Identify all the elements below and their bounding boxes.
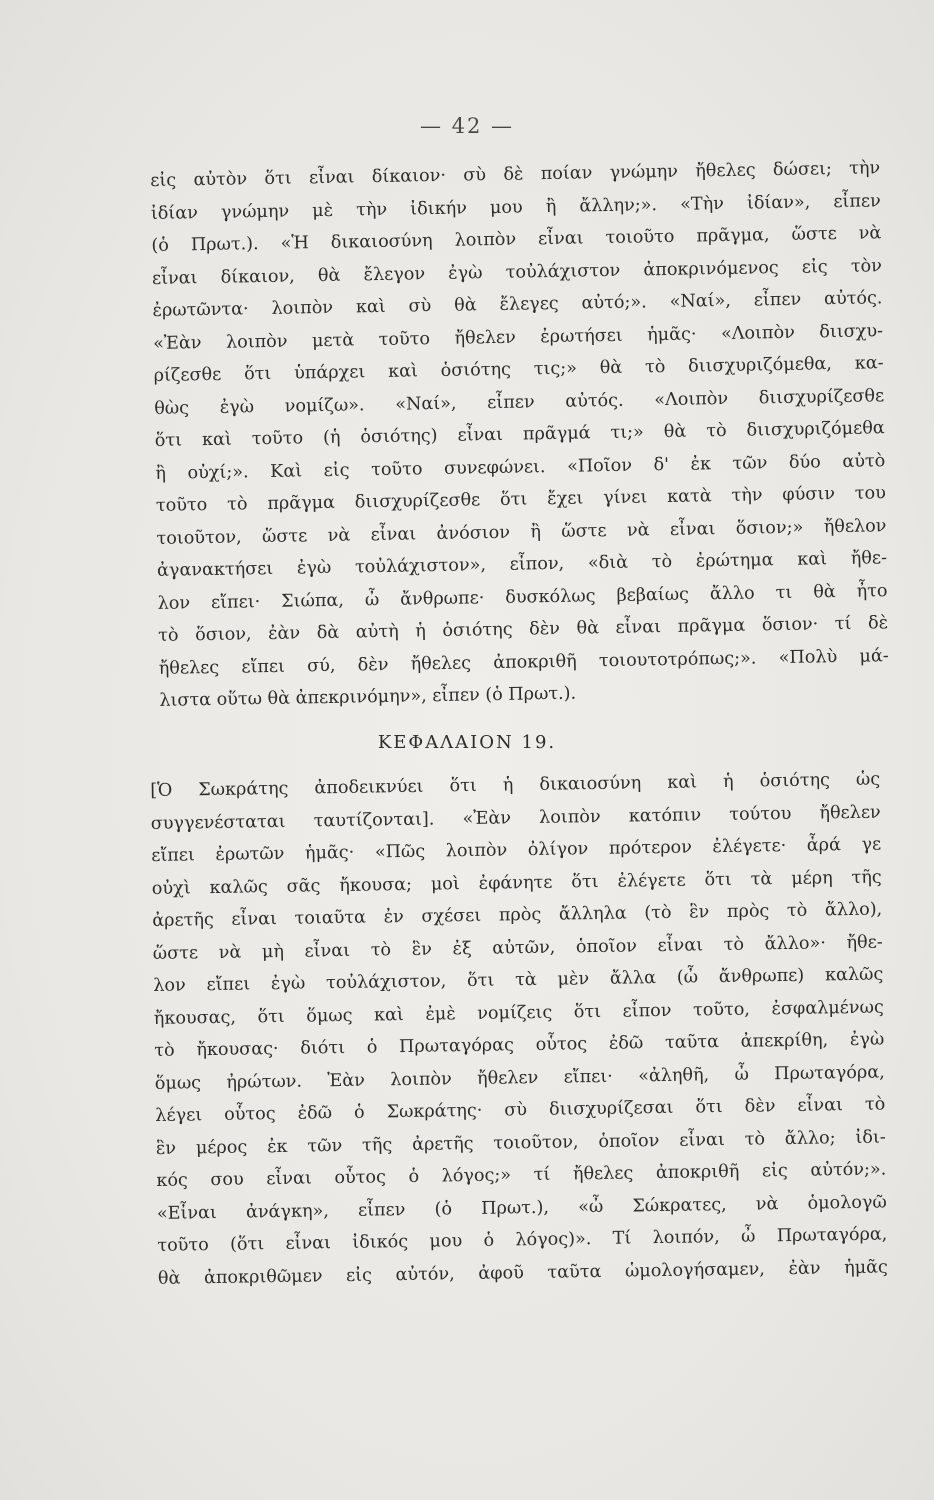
text-line: ἓν μέρος ἐκ τῶν τῆς ἀρετῆς τοιοῦτον, ὁποῖον εἶναι τὸ ἄλλο; ἰδι- xyxy=(155,1126,886,1159)
text-line: τοῦτο (ὅτι εἶναι ἰδικός μου ὁ λόγος)». Τί λοιπόν, ὦ Πρωταγόρα, xyxy=(157,1224,888,1256)
text-line: θὼς ἐγὼ νομίζω». «Ναί», εἶπεν αὐτός. «Λοιπὸν διισχυρίζεσθε xyxy=(154,385,885,419)
text-line: ὅτι καὶ τοῦτο (ἡ ὁσιότης) εἶναι πρᾶγμά τι;» θὰ τὸ διισχυριζόμεθα xyxy=(154,418,885,451)
text-line: τοῦτο τὸ πρᾶγμα διισχυρίζεσθε ὅτι ἔχει γίνει κατὰ τὴν φύσιν του xyxy=(155,483,887,516)
text-line: συγγενέσταται ταυτίζονται]. «Ἐὰν λοιπὸν κατόπιν τούτου ἤθελεν xyxy=(150,802,881,834)
chapter-heading: ΚΕΦΑΛΑΙΟΝ 19. xyxy=(377,732,557,753)
text-line: «Εἶναι ἀνάγκη», εἶπεν (ὁ Πρωτ.), «ὦ Σώκρατες, νὰ ὁμολογῶ xyxy=(156,1191,887,1224)
text-line: (ὁ Πρωτ.). «Ἡ δικαιοσύνη λοιπὸν εἶναι τοιοῦτο πρᾶγμα, ὥστε νὰ xyxy=(151,223,882,256)
text-line: λέγει οὗτος ἐδῶ ὁ Σωκράτης· σὺ διισχυρίζεσαι ὅτι δὲν εἶναι τὸ xyxy=(155,1094,886,1126)
text-line: εἴπει ἐρωτῶν ἡμᾶς· «Πῶς λοιπὸν ὀλίγον πρότερον ἐλέγετε· ἆρά γε xyxy=(151,834,882,866)
text-line: τοιοῦτον, ὥστε νὰ εἶναι ἀνόσιον ἢ ὥστε νὰ εἶναι ὅσιον;» ἤθελον xyxy=(156,515,887,549)
text-line: ἀγανακτήσει ἐγὼ τοὐλάχιστον», εἶπον, «διὰ τὸ ἐρώτημα καὶ ἤθε- xyxy=(156,548,888,581)
text-line: οὐχὶ καλῶς σᾶς ἤκουσα; μοὶ ἐφάνητε ὅτι ἐλέγετε ὅτι τὰ μέρη τῆς xyxy=(151,867,882,899)
text-line: ρίζεσθε ὅτι ὑπάρχει καὶ ὁσιότης τις;» θὰ τὸ διισχυριζόμεθα, κα- xyxy=(153,353,884,386)
text-line: εἰς αὐτὸν ὅτι εἶναι δίκαιον· σὺ δὲ ποίαν γνώμην ἤθελες δώσει; τὴν xyxy=(150,158,881,191)
text-line: εἶναι δίκαιον, θὰ ἔλεγον ἐγὼ τοὐλάχιστον ἀποκρινόμενος εἰς τὸν xyxy=(151,255,883,289)
text-line: ἀρετῆς εἶναι τοιαῦτα ἐν σχέσει πρὸς ἄλληλα (τὸ ἓν πρὸς τὸ ἄλλο), xyxy=(152,899,883,931)
text-line: ἢ οὐχί;». Καὶ εἰς τοῦτο συνεφώνει. «Ποῖον δ' ἐκ τῶν δύο αὐτὸ xyxy=(155,450,886,484)
text-line: ἐρωτῶντα· λοιπὸν καὶ σὺ θὰ ἔλεγες αὐτό;». «Ναί», εἶπεν αὐτός. xyxy=(152,288,883,321)
text-line: κός σου εἶναι οὗτος ὁ λόγος;» τί ἤθελες ἀποκριθῆ εἰς αὐτόν;». xyxy=(156,1159,887,1191)
text-line: τὸ ἤκουσας· διότι ὁ Πρωταγόρας οὗτος ἐδῶ ταῦτα ἀπεκρίθη, ἐγὼ xyxy=(154,1029,885,1061)
text-line: ἤκουσας, ὅτι ὅμως καὶ ἐμὲ νομίζεις ὅτι εἶπον τοῦτο, ἐσφαλμένως xyxy=(153,997,884,1029)
text-line: τὸ ὅσιον, ἐὰν δὰ αὐτὴ ἡ ὁσιότης δὲν θὰ εἶναι πρᾶγμα ὅσιον· τί δὲ xyxy=(158,613,889,646)
text-line: λιστα οὕτω θὰ ἀπεκρινόμην», εἶπεν (ὁ Πρωτ.). xyxy=(159,683,577,711)
text-line: ἤθελες εἴπει σύ, δὲν ἤθελες ἀποκριθῆ τοιουτοτρόπως;». «Πολὺ μά- xyxy=(158,645,889,679)
text-line: ὅμως ἠρώτων. Ἐὰν λοιπὸν ἤθελεν εἴπει· «ἀληθῆ, ὦ Πρωταγόρα, xyxy=(154,1061,885,1094)
paragraph-2 xyxy=(150,764,888,1295)
text-line: λον εἴπει ἐγὼ τοὐλάχιστον, ὅτι τὰ μὲν ἄλλα (ὦ ἄνθρωπε) καλῶς xyxy=(153,964,884,996)
text-line: ὥστε νὰ μὴ εἶναι τὸ ἓν ἐξ αὐτῶν, ὁποῖον εἶναι τὸ ἄλλο»· ἤθε- xyxy=(152,932,883,964)
text-line: [Ὁ Σωκράτης ἀποδεικνύει ὅτι ἡ δικαιοσύνη καὶ ἡ ὁσιότης ὡς xyxy=(150,769,881,801)
text-line: «Ἐὰν λοιπὸν μετὰ τοῦτο ἤθελεν ἐρωτήσει ἡμᾶς· «Λοιπὸν διισχυ- xyxy=(152,320,884,354)
text-line: λον εἴπει· Σιώπα, ὦ ἄνθρωπε· δυσκόλως βεβαίως ἄλλο τι θὰ ἦτο xyxy=(157,580,888,614)
paragraph-1 xyxy=(150,152,890,717)
text-line: ἰδίαν γνώμην μὲ τὴν ἰδικήν μου ἢ ἄλλην;». «Τὴν ἰδίαν», εἶπεν xyxy=(150,190,881,224)
page-number: — 42 — xyxy=(419,114,515,138)
text-line: θὰ ἀποκριθῶμεν εἰς αὐτόν, ἀφοῦ ταῦτα ὡμολογήσαμεν, ἐὰν ἡμᾶς xyxy=(157,1256,888,1289)
